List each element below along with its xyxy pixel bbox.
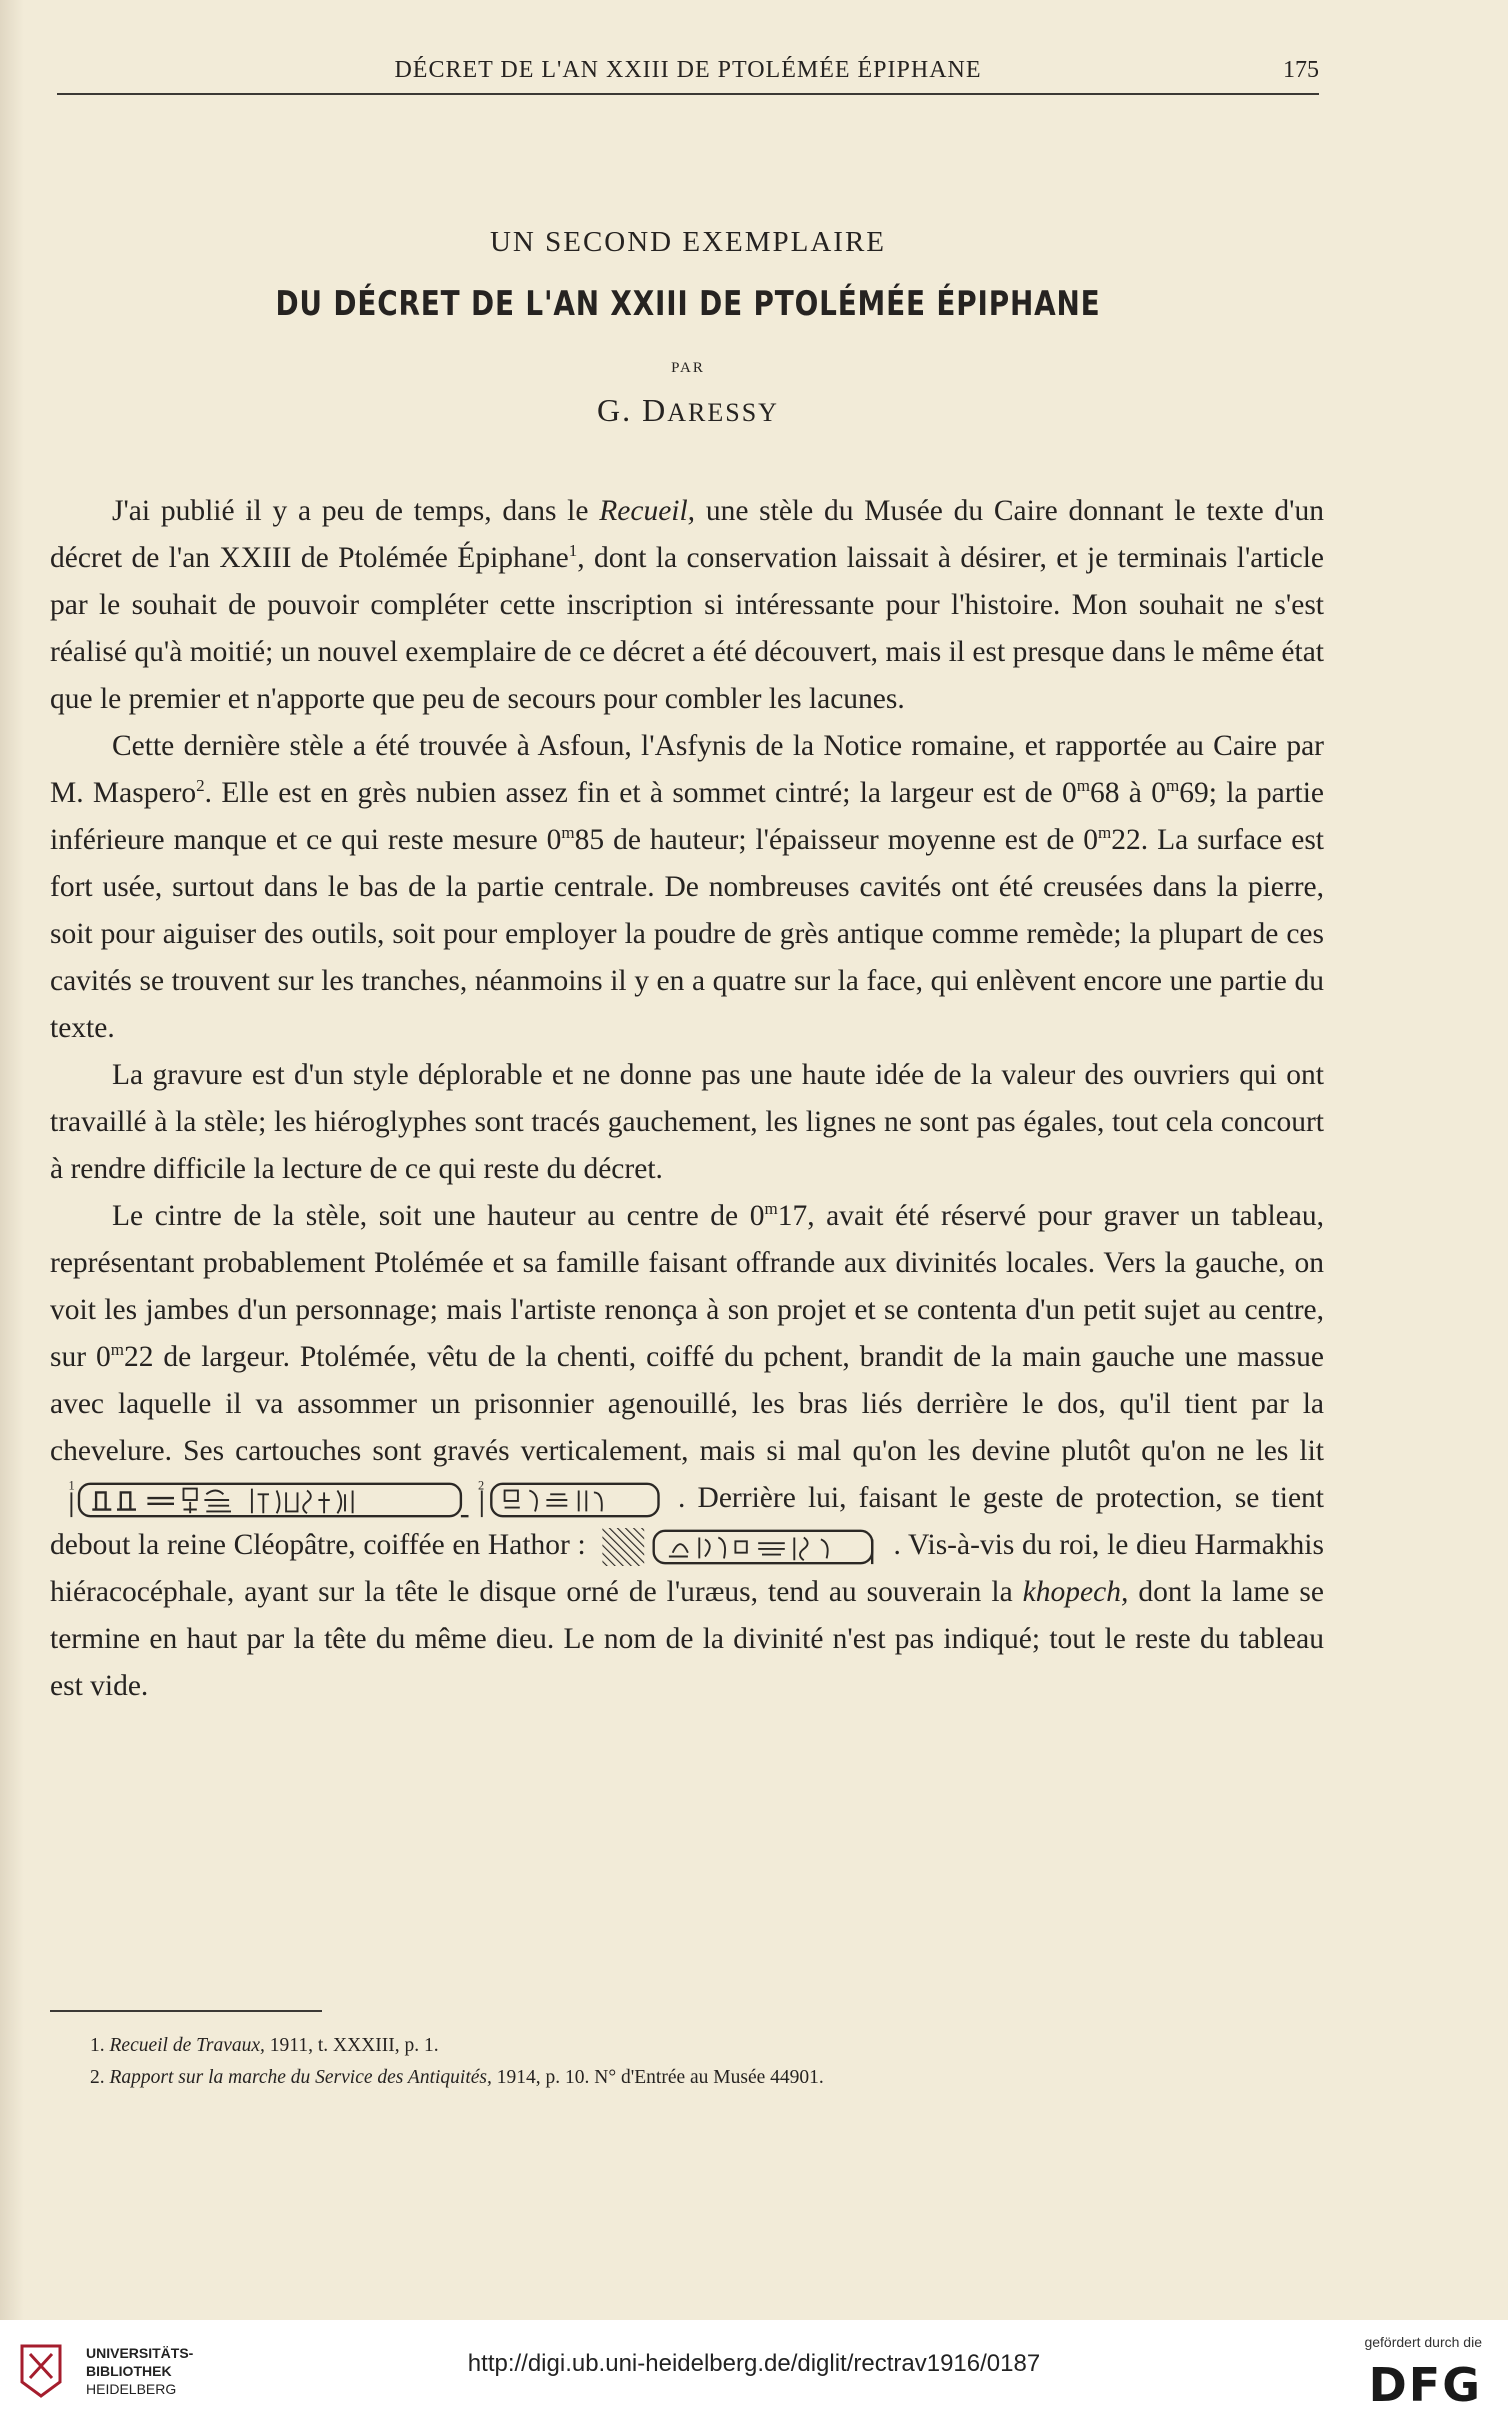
footnote-divider [50, 2010, 322, 2012]
funding-caption: gefördert durch die [1364, 2334, 1482, 2350]
paragraph-3: La gravure est d'un style déplorable et ne donne pas une haute idée de la valeur des ouvriers qui ont travaillé à la stèle; les hiéroglyphes sont tracés gauchement, les lignes ne sont pas égales, tout cela concourt à rendre difficile la lecture de ce qui reste du décret. [50, 1059, 1324, 1185]
article-title-line1: UN SECOND EXEMPLAIRE [489, 226, 887, 258]
page-shadow [0, 0, 24, 2320]
footnote-ref-1: 1 [568, 541, 578, 561]
footnote-1: 1. Recueil de Travaux, 1911, t. XXXIII, p. 1. [90, 2035, 439, 2056]
footnote-ref-2: 2 [196, 776, 205, 796]
paragraph-1: J'ai publié il y a peu de temps, dans le Recueil, une stèle du Musée du Caire donnant le texte d'un décret de l'an XXIII de Ptolémée Épiphane$^1$, dont la conservation laissait à désirer, et je terminais l'article par le souhait de pouvoir compléter cette inscription si intéressante pour l'histoire. Mon souhait ne s'est réalisé qu'à moitié; un nouvel exemplaire de ce décret a été découvert, mais il est presque dans le même état que le premier et n'apporte que peu de secours pour combler les lacunes. [50, 495, 1324, 715]
author-name: G. DARESSY [597, 392, 779, 428]
page-number: 175 [1283, 57, 1319, 83]
running-header [57, 53, 1319, 95]
footnote-2: 2. Rapport sur la marche du Service des Antiquités, 1914, p. 10. N° d'Entrée au Musée 44901. [90, 2067, 824, 2088]
cartouche-1-label: 1 [68, 1481, 75, 1493]
lacuna-hatch [603, 1528, 645, 1566]
ptolemy-cartouches-glyph [50, 1481, 678, 1519]
dfg-logo: DFG [1368, 2358, 1482, 2412]
digitization-footer [0, 2320, 1508, 2422]
byline-par: PAR [671, 360, 705, 376]
cartouche-2-label: 2 [478, 1481, 485, 1493]
article-body [50, 488, 1324, 1710]
cleopatra-cartouche-glyph [593, 1528, 893, 1566]
university-library-name: UNIVERSITÄTS- BIBLIOTHEK HEIDELBERG [86, 2345, 194, 2397]
running-title: DÉCRET DE L'AN XXIII DE PTOLÉMÉE ÉPIPHANE [394, 57, 982, 83]
footnotes [90, 2030, 1320, 2094]
university-library-logo-icon [18, 2342, 64, 2398]
article-title-line2: DU DÉCRET DE L'AN XXIII DE PTOLÉMÉE ÉPIPHANE [275, 284, 1101, 324]
paragraph-2: Cette dernière stèle a été trouvée à Asfoun, l'Asfynis de la Notice romaine, et rapportée au Caire par M. Maspero$^2$. Elle est en grès nubien assez fin et à sommet cintré; la largeur est de 0$^m$68 à 0$^m$69; la partie inférieure manque et ce qui reste mesure 0$^m$85 de hauteur; l'épaisseur moyenne est de 0$^m$22. La surface est fort usée, surtout dans le bas de la partie centrale. De nombreuses cavités ont été creusées dans la pierre, soit pour aiguiser des outils, soit pour employer la poudre de grès antique comme remède; la plupart de ces cavités se trouvent sur les tranches, néanmoins il y en a quatre sur la face, qui enlèvent encore une partie du texte. [50, 730, 1325, 1044]
permalink-url[interactable]: http://digi.ub.uni-heidelberg.de/diglit/rectrav1916/0187 [467, 2350, 1041, 2377]
paragraph-4: Le cintre de la stèle, soit une hauteur au centre de 0$^m$17, avait été réservé pour graver un tableau, représentant probablement Ptolémée et sa famille faisant offrande aux divinités locales. Vers la gauche, on voit les jambes d'un personnage; mais l'artiste renonça à son projet et se contenta d'un petit sujet au centre, sur 0$^m$22 de largeur. Ptolémée, vêtu de la chenti, coiffé du pchent, brandit de la main gauche une massue avec laquelle il va assommer un prisonnier agenouillé, les bras liés derrière le dos, qu'il tient par la chevelure. Ses cartouches sont gravés verticalement, mais si mal qu'on les devine plutôt qu'on ne les lit 1 2 . Derrière lui, faisant le geste de protection, se tient debout la reine Cléopâtre, coiffée en Hathor : . Vis-à-vis du roi, le dieu Harmakhis hiéracocéphale, ayant sur la tête le disque orné de l'uræus, tend au souverain la khopech, dont la lame se termine en haut par la tête du même dieu. Le nom de la divinité n'est pas indiqué; tout le reste du tableau est vide. [50, 1199, 1324, 1702]
